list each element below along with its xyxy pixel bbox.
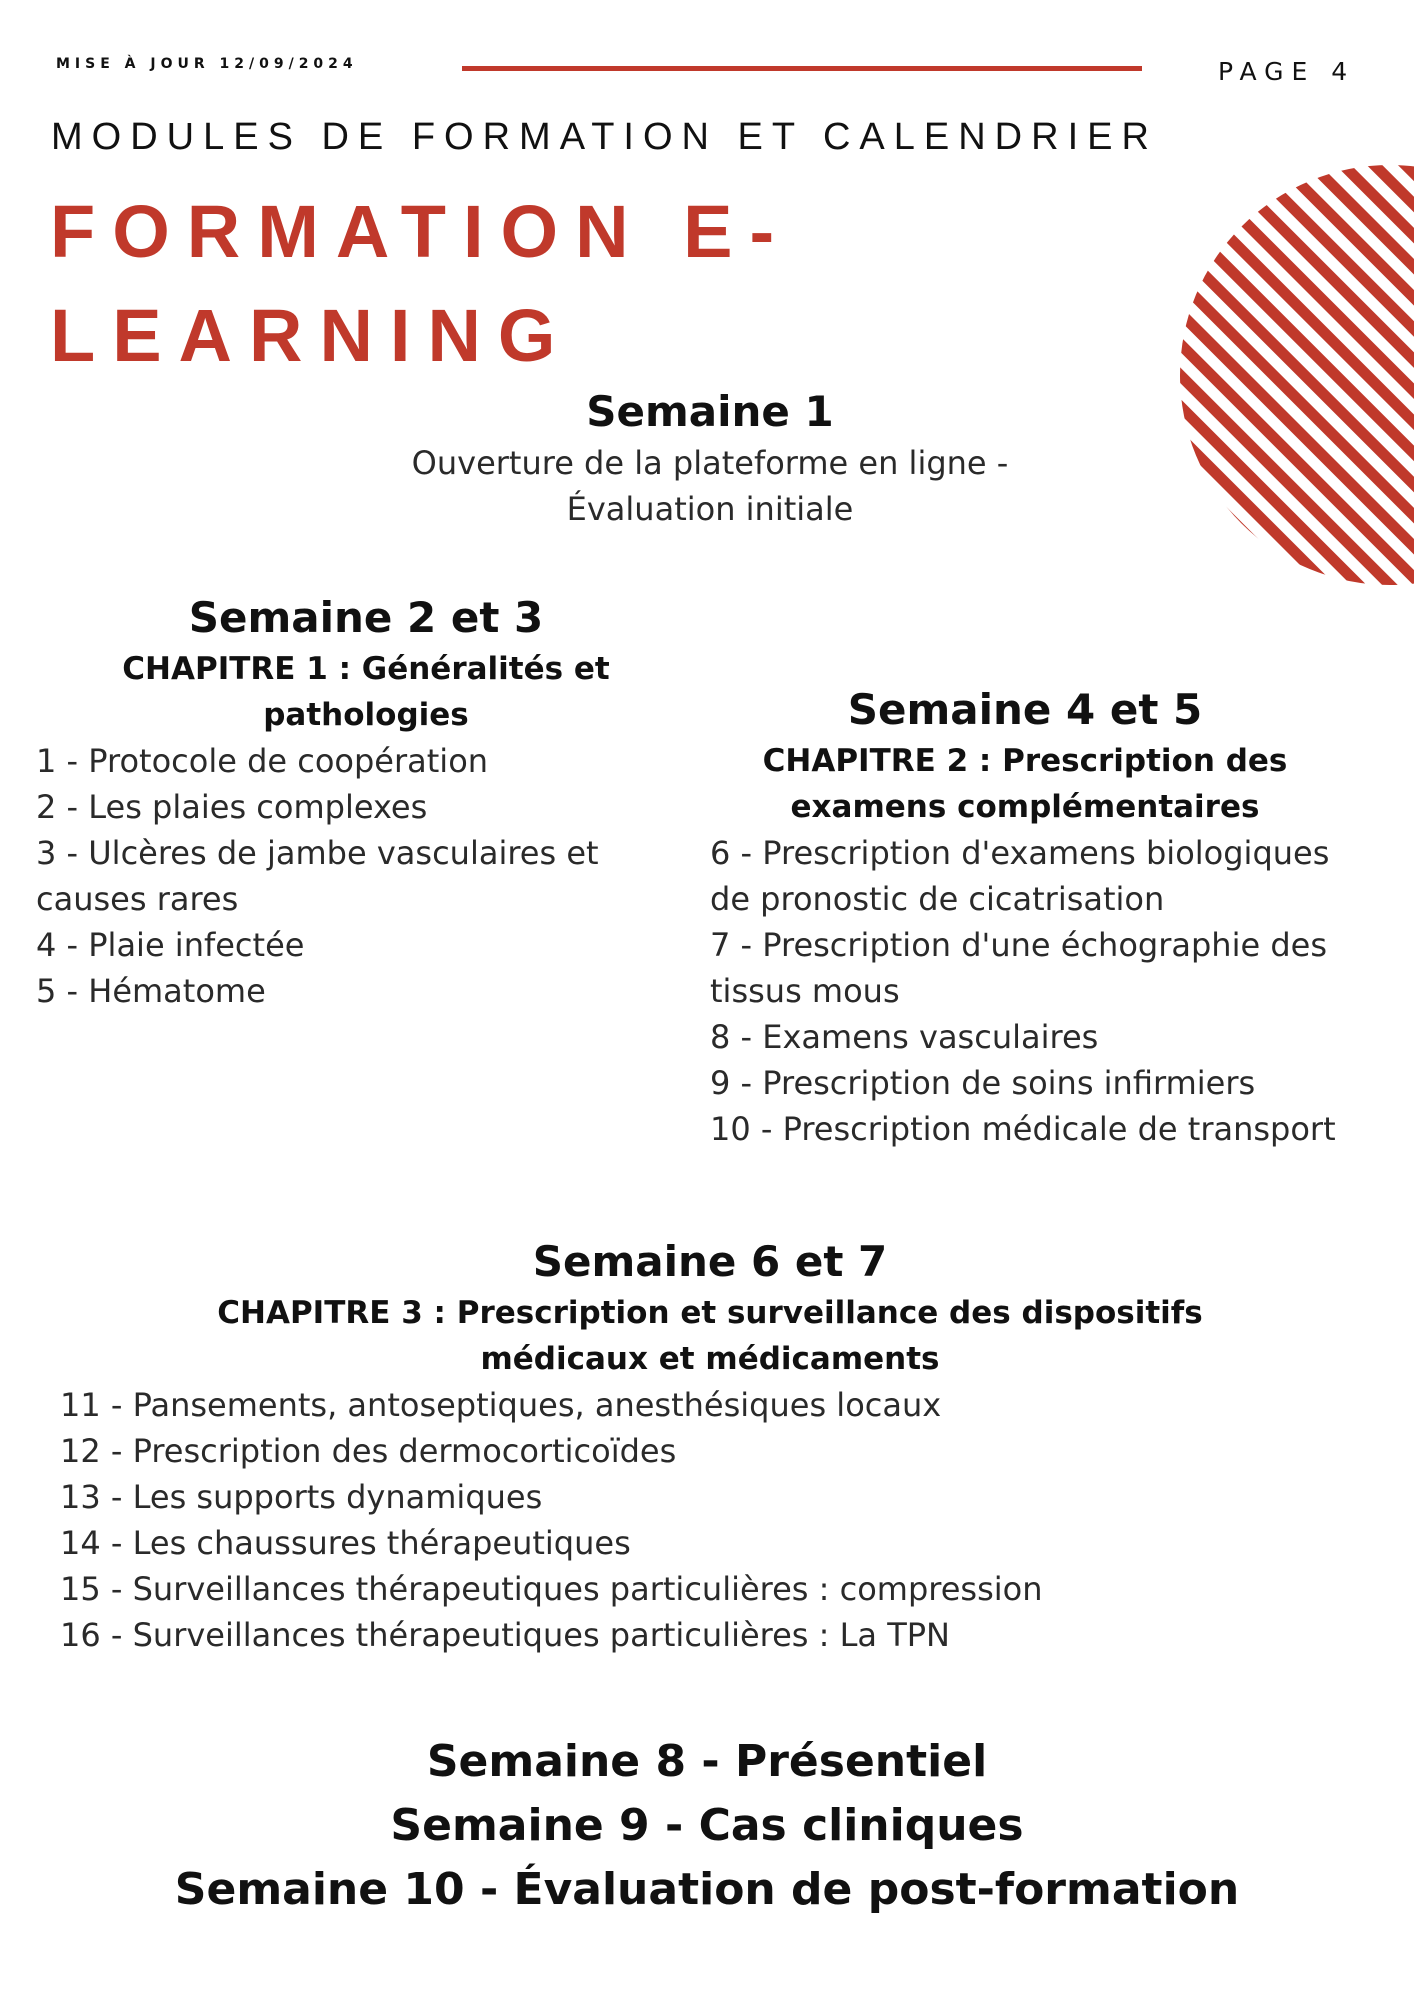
final-weeks xyxy=(0,1730,1414,1922)
week8-heading: Semaine 8 - Présentiel xyxy=(426,1736,988,1787)
week67-list xyxy=(60,1382,1260,1658)
list-item: 16 - Surveillances thérapeutiques particulières : La TPN xyxy=(60,1616,950,1654)
page-subtitle: MODULES DE FORMATION ET CALENDRIER xyxy=(51,116,1158,158)
week23-section xyxy=(36,592,696,1014)
week45-section xyxy=(710,684,1340,1152)
week1-text: Ouverture de la plateforme en ligne - Évaluation initiale xyxy=(411,444,1009,528)
list-item: 7 - Prescription d'une échographie des tissus mous xyxy=(710,926,1327,1010)
week67-header xyxy=(120,1236,1300,1382)
list-item: 14 - Les chaussures thérapeutiques xyxy=(60,1524,631,1562)
list-item: 11 - Pansements, antoseptiques, anesthésiques locaux xyxy=(60,1386,942,1424)
week23-heading: Semaine 2 et 3 xyxy=(188,593,544,642)
list-item: 3 - Ulcères de jambe vasculaires et causes rares xyxy=(36,834,599,918)
week9-heading: Semaine 9 - Cas cliniques xyxy=(390,1800,1024,1851)
header-rule xyxy=(462,66,1142,71)
list-item: 10 - Prescription médicale de transport xyxy=(710,1110,1336,1148)
list-item: 9 - Prescription de soins infirmiers xyxy=(710,1064,1256,1102)
week45-heading: Semaine 4 et 5 xyxy=(847,685,1203,734)
week45-chapter: CHAPITRE 2 : Prescription des examens complémentaires xyxy=(762,743,1288,825)
page-number: PAGE 4 xyxy=(1218,57,1356,86)
list-item: 12 - Prescription des dermocorticoïdes xyxy=(60,1432,677,1470)
week10-heading: Semaine 10 - Évaluation de post-formation xyxy=(174,1864,1240,1915)
list-item: 5 - Hématome xyxy=(36,972,266,1010)
list-item: 13 - Les supports dynamiques xyxy=(60,1478,543,1516)
week67-heading: Semaine 6 et 7 xyxy=(532,1237,888,1286)
list-item: 1 - Protocole de coopération xyxy=(36,742,489,780)
list-item: 8 - Examens vasculaires xyxy=(710,1018,1099,1056)
week23-list xyxy=(36,738,696,1014)
list-item: 6 - Prescription d'examens biologiques de pronostic de cicatrisation xyxy=(710,834,1330,918)
page-title: FORMATION E-LEARNING xyxy=(50,190,792,377)
update-date: MISE À JOUR 12/09/2024 xyxy=(56,56,358,72)
week1-section xyxy=(360,386,1060,532)
week1-heading: Semaine 1 xyxy=(586,387,834,436)
list-item: 15 - Surveillances thérapeutiques particulières : compression xyxy=(60,1570,1043,1608)
striped-circle-decoration xyxy=(1180,165,1414,585)
week45-list xyxy=(710,830,1340,1152)
list-item: 4 - Plaie infectée xyxy=(36,926,305,964)
week23-chapter: CHAPITRE 1 : Généralités et pathologies xyxy=(122,651,610,733)
week67-chapter: CHAPITRE 3 : Prescription et surveillance des dispositifs médicaux et médicaments xyxy=(217,1295,1203,1377)
list-item: 2 - Les plaies complexes xyxy=(36,788,428,826)
